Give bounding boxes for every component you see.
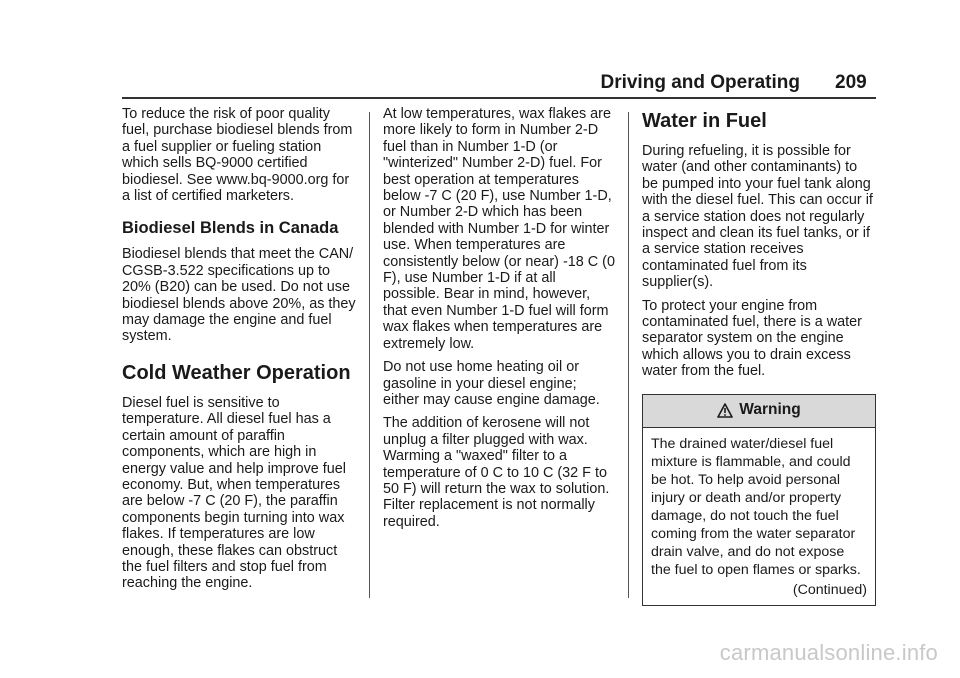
cold-weather-paragraph: Diesel fuel is sensitive to temperature. All diesel fuel has a certain amount of paraffin components, which are high in energy value and help improve fuel economy. But, when temperatures are below -7 C (20 F), the paraffin components begin turning into wax flakes. If temperatures are low enough, these flakes can obstruct the fuel filters and stop fuel from reaching the engine. (122, 394, 346, 592)
column-divider (628, 112, 629, 598)
column-middle (383, 106, 615, 537)
warning-text: The drained water/diesel fuel mixture is flammable, and could be hot. To help avoid personal injury or death and/or property damage, do not touch the fuel coming from the water separator drain valve, and do not expose the fuel to open flames or sparks. (651, 435, 861, 578)
watermark: carmanualsonline.info (719, 640, 938, 665)
warning-body (643, 428, 875, 605)
refueling-paragraph: During refueling, it is possible for water (and other contaminants) to be pumped into your fuel tank along with the diesel fuel. This can occur if a service station does not regularly inspect and clean its fuel tanks, or if a service station receives contaminated fuel from its supplier(s). (642, 143, 873, 291)
water-separator-paragraph: To protect your engine from contaminated fuel, there is a water separator system on the engine which allows you to drain excess water from the fuel. (642, 297, 862, 380)
continued-label: (Continued) (792, 581, 867, 598)
heating-oil-paragraph: Do not use home heating oil or gasoline in your diesel engine; either may cause engine damage. (383, 359, 600, 408)
warning-triangle-icon (717, 403, 733, 418)
water-in-fuel-heading: Water in Fuel (642, 110, 767, 132)
biodiesel-canada-heading: Biodiesel Blends in Canada (122, 219, 339, 238)
biodiesel-canada-paragraph: Biodiesel blends that meet the CAN/ CGSB-3.522 specifications up to 20% (B20) can be used. Do not use biodiesel blends above 20%, as they may damage the engine and fuel system. (122, 246, 356, 345)
intro-paragraph: To reduce the risk of poor quality fuel, purchase biodiesel blends from a fuel supplier or fueling station which sells BQ-9000 certified biodiesel. See www.bq-9000.org for a list of certified marketers. (122, 106, 353, 205)
column-right (642, 106, 876, 606)
column-divider (369, 112, 370, 598)
page-number: 209 (835, 72, 867, 93)
wax-flakes-paragraph: At low temperatures, wax flakes are more likely to form in Number 2-D fuel than in Number 1-D (or "winterized" Number 2-D) fuel. For best operation at temperatures below -7 C (20 F), use Number 1-D, or Number 2-D which has been blended with Number 1-D for winter use. When temperatures are consistently below (or near) -18 C (0 F), use Number 1-D if at all possible. Bear in mind, however, that even Number 1-D fuel will form wax flakes when temperatures are extremely low. (383, 106, 615, 352)
column-left (122, 106, 358, 599)
header-divider (122, 97, 876, 99)
warning-box (642, 394, 876, 606)
cold-weather-heading: Cold Weather Operation (122, 361, 351, 384)
kerosene-paragraph: The addition of kerosene will not unplug a filter plugged with wax. Warming a "waxed" filter to a temperature of 0 C to 10 C (32 F to 50 F) will return the wax to solution. Filter replacement is not normally required. (383, 415, 610, 530)
section-title: Driving and Operating (600, 72, 800, 93)
warning-label: Warning (739, 401, 801, 419)
warning-header (643, 395, 875, 428)
